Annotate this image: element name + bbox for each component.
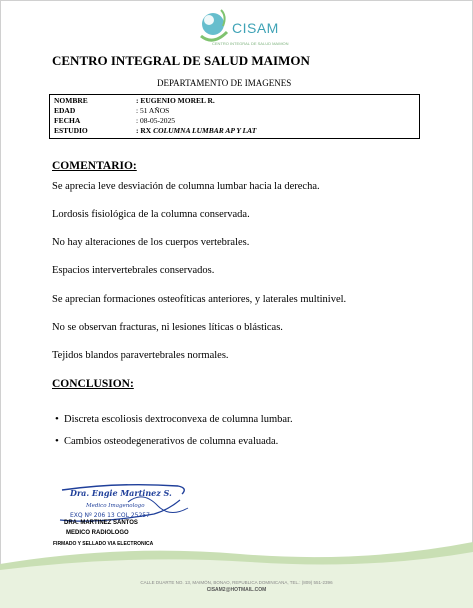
conclusion-heading: CONCLUSION:: [52, 378, 134, 390]
comment-line-7: Tejidos blandos paravertebrales normales.: [52, 350, 229, 361]
comment-heading: COMENTARIO:: [52, 160, 137, 172]
study-value: COLUMNA LUMBAR AP Y LAT: [153, 126, 257, 135]
stamp-line-1: Dra. Engie Martinez S.: [70, 488, 172, 498]
footer-wave: [0, 540, 473, 608]
signature-note: FIRMADO Y SELLADO VIA ELECTRONICA: [53, 541, 154, 547]
logo-text: CISAM: [232, 20, 279, 36]
comment-line-6: No se observan fracturas, ni lesiones líticas o blásticas.: [52, 322, 283, 333]
comment-line-1: Se aprecia leve desviación de columna lumbar hacia la derecha.: [52, 181, 320, 192]
patient-name-row: [54, 96, 215, 105]
patient-info-box: [49, 94, 420, 139]
logo-subtitle: CENTRO INTEGRAL DE SALUD MAIMON: [212, 41, 289, 46]
date-label: FECHA: [54, 116, 81, 125]
footer-address: CALLE DUARTE NO. 13, MAIMÓN, BONAO, REPUBLICA DOMINICANA, TEL.: (809) 551-2396: [140, 580, 333, 585]
comment-line-3: No hay alteraciones de los cuerpos vertebrales.: [52, 237, 250, 248]
study-prefix: : RX: [136, 126, 154, 135]
document-title: CENTRO INTEGRAL DE SALUD MAIMON: [52, 53, 310, 68]
age-value: : 51 AÑOS: [136, 106, 170, 115]
footer-email: CISAM2@HOTMAIL.COM: [206, 587, 267, 593]
patient-age-row: [54, 106, 169, 115]
department-label: DEPARTAMENTO DE IMAGENES: [157, 78, 292, 88]
comment-line-2: Lordosis fisiológica de la columna conservada.: [52, 209, 250, 220]
name-label: NOMBRE: [54, 96, 88, 105]
conclusion-item-1: • Discreta escoliosis dextroconvexa de columna lumbar.: [64, 414, 293, 425]
conclusion-item-2: • Cambios osteodegenerativos de columna evaluada.: [64, 436, 278, 447]
signer-title: MEDICO RADIOLOGO: [66, 530, 129, 536]
comment-line-4: Espacios intervertebrales conservados.: [52, 265, 215, 276]
age-label: EDAD: [54, 106, 76, 115]
date-value: : 08-05-2025: [136, 116, 175, 125]
comment-line-5: Se aprecian formaciones osteofíticas anteriores, y laterales multinivel.: [52, 294, 347, 305]
signer-name: DRA. MARTINEZ SANTOS: [64, 520, 138, 526]
stamp-line-3: EXQ Nº 206 13 COL 25257: [70, 512, 150, 519]
stamp-line-2: Medico Imagenologo: [86, 503, 145, 509]
study-label: ESTUDIO: [54, 126, 88, 135]
patient-date-row: [54, 116, 175, 125]
name-value: : EUGENIO MOREL R.: [136, 96, 215, 105]
patient-study-row: [54, 126, 256, 135]
